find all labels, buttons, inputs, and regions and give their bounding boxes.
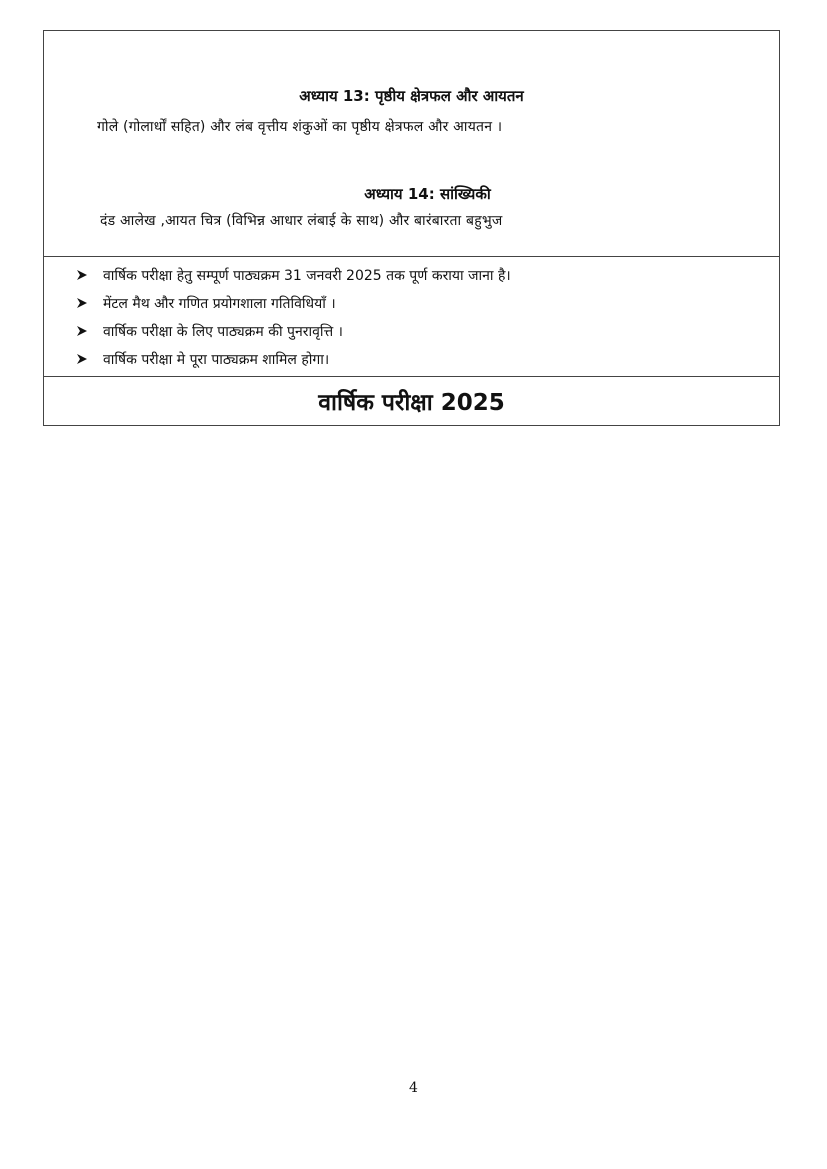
chapters-section: [44, 31, 779, 257]
note-text: मेंटल मैथ और गणित प्रयोगशाला गतिविधियाँ ।: [103, 295, 336, 312]
list-item: [76, 345, 511, 373]
notes-list: [76, 261, 511, 373]
syllabus-table: [43, 30, 780, 426]
list-item: [76, 317, 511, 345]
arrow-bullet-icon: [76, 268, 90, 282]
arrow-bullet-icon: [76, 324, 90, 338]
chapter-13-title: अध्याय 13: पृष्ठीय क्षेत्रफल और आयतन: [299, 87, 524, 105]
arrow-bullet-icon: [76, 352, 90, 366]
exam-heading: वार्षिक परीक्षा 2025: [318, 390, 505, 416]
chapter-14-title: अध्याय 14: सांख्यिकी: [364, 185, 491, 203]
notes-section: [44, 257, 779, 377]
chapter-13-content: गोले (गोलार्धों सहित) और लंब वृत्तीय शंकुओं का पृष्ठीय क्षेत्रफल और आयतन ।: [97, 119, 503, 135]
page-number: 4: [409, 1080, 418, 1096]
list-item: [76, 289, 511, 317]
exam-section: [44, 377, 779, 425]
note-text: वार्षिक परीक्षा के लिए पाठ्यक्रम की पुनरावृत्ति ।: [103, 323, 343, 340]
note-text: वार्षिक परीक्षा हेतु सम्पूर्ण पाठ्यक्रम 31 जनवरी 2025 तक पूर्ण कराया जाना है।: [103, 267, 511, 284]
arrow-bullet-icon: [76, 296, 90, 310]
list-item: [76, 261, 511, 289]
note-text: वार्षिक परीक्षा मे पूरा पाठ्यक्रम शामिल होगा।: [103, 351, 330, 368]
chapter-14-content: दंड आलेख ,आयत चित्र (विभिन्न आधार लंबाई के साथ) और बारंबारता बहुभुज: [100, 213, 503, 229]
